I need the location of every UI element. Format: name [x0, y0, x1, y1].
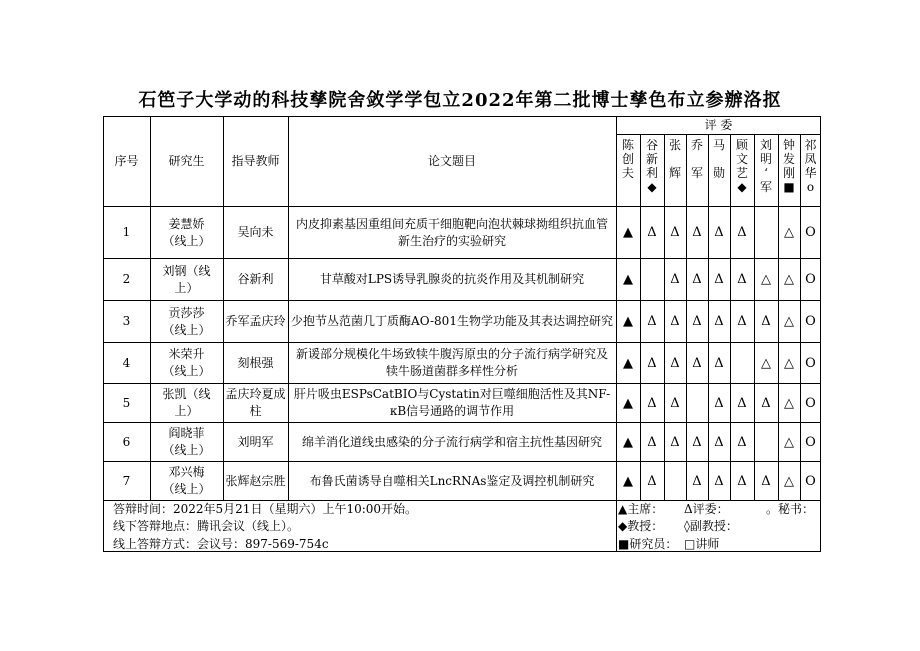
judge-mark: Δ: [670, 225, 680, 240]
judge-mark: △: [761, 355, 771, 371]
judge-name-char: 明: [759, 152, 772, 166]
judge-name-char: [708, 152, 730, 166]
row-advisor: 谷新利: [237, 272, 274, 286]
judge-name-char: 祁: [804, 138, 817, 152]
row-student: 张凯（线上）: [162, 387, 211, 418]
judge-mark: ▲: [623, 395, 633, 411]
judge-name-char: 陈: [621, 138, 634, 152]
legend-associate: ◊副教授：: [684, 519, 738, 533]
row-student: 贡莎莎（线上）: [162, 305, 211, 337]
judge-mark: Δ: [714, 434, 724, 450]
row-student: 邓兴梅（线上）: [162, 465, 211, 496]
row-thesis: 绵羊消化道线虫感染的分子流行病学和宿主抗性基因研究: [301, 434, 602, 449]
judge-header-4: [708, 138, 730, 180]
judge-mark: Δ: [714, 395, 724, 411]
row-thesis: 甘草酸对LPS诱导乳腺炎的抗炎作用及其机制研究: [319, 272, 585, 286]
judge-name-char: 顾: [735, 138, 748, 152]
judge-mark: Δ: [737, 434, 747, 450]
defense-online: 线上答辩方式：会议号：897-569-754c: [113, 537, 329, 551]
judge-name-char: 军: [759, 180, 772, 194]
judge-mark: Δ: [647, 473, 657, 489]
legend-professor: ◆教授：: [618, 519, 664, 533]
row-index: 3: [122, 314, 131, 328]
judge-mark: ▲: [623, 272, 633, 287]
judge-name-char: 夫: [621, 166, 634, 180]
row-advisor: 刘明军: [237, 434, 274, 449]
page-title: 石笆子大学动的科技孳院舍敛学学包立2022年第二批博士孳色布立参辦洛抠: [138, 90, 782, 111]
judge-mark: Δ: [714, 473, 724, 489]
judge-name-char: o: [806, 180, 815, 194]
judge-name-char: [686, 152, 708, 166]
judge-mark: Δ: [692, 355, 702, 371]
judge-name-char: 刘: [759, 138, 772, 152]
judge-name-char: 刚: [782, 166, 795, 180]
judge-name-char: 钟: [782, 138, 795, 152]
judge-name-char: 乔: [690, 138, 703, 152]
judge-header-rule: [616, 134, 821, 135]
judge-mark: [640, 259, 664, 300]
row-student: 刘钢（线上）: [162, 263, 211, 295]
judge-name-char: 创: [621, 152, 634, 166]
judge-name-char: 张: [668, 138, 681, 152]
legend-chair: ▲主席：: [618, 502, 664, 516]
row-index: 2: [122, 272, 131, 286]
judge-mark: [664, 462, 686, 500]
judge-mark: Δ: [647, 395, 657, 411]
legend-secretary: 。秘书：: [766, 502, 815, 516]
row-thesis: 内皮抑素基因重组间充质干细胞靶向泡状棘球拗组织抗血管新生治疗的实验研究: [295, 216, 608, 248]
judge-mark: Δ: [692, 272, 702, 287]
row-thesis: 布鲁氏菌诱导自噬相关LncRNAs鉴定及调控机制研究: [309, 473, 595, 488]
judge-mark: O: [805, 395, 816, 411]
judge-mark: [754, 423, 778, 461]
header-advisor: 指导教师: [231, 153, 280, 168]
row-advisor: 乔军孟庆玲: [225, 314, 286, 328]
row-advisor: 张辉赵宗胜: [225, 473, 286, 488]
judge-name-char: ◆: [737, 180, 747, 194]
judge-mark: [686, 384, 708, 422]
judge-name-char: 辉: [668, 166, 681, 180]
judge-mark: Δ: [670, 355, 680, 371]
judge-mark: △: [784, 355, 794, 371]
judge-mark: Δ: [670, 272, 680, 287]
judge-mark: Δ: [714, 272, 724, 287]
judge-mark: ▲: [623, 225, 633, 240]
judge-name-char: ■: [783, 180, 795, 194]
judge-header-7: [778, 138, 800, 194]
judge-mark: Δ: [692, 225, 702, 240]
header-index: 序号: [114, 153, 139, 168]
row-index: 7: [122, 473, 131, 488]
row-student: 姜慧娇（线上）: [162, 216, 211, 248]
judge-mark: △: [784, 225, 794, 240]
row-thesis: 少抱节丛范菌几丁质酶AO-801生物学功能及其表达调控研究: [291, 314, 613, 328]
judge-mark: O: [805, 314, 816, 329]
judge-mark: Δ: [670, 314, 680, 329]
judge-mark: Δ: [761, 395, 771, 411]
row-advisor: 吴向未: [237, 225, 274, 239]
judge-header-3: [686, 138, 708, 180]
judge-mark: Δ: [647, 434, 657, 450]
row-index: 5: [122, 395, 131, 410]
row-thesis: 肝片吸虫ESPsCatBIO与Cystatin对巨噬细胞活性及其NF-κB信号通路的调节作用: [293, 387, 611, 418]
judge-mark: Δ: [647, 355, 657, 371]
judge-mark: Δ: [737, 473, 747, 489]
judge-name-char: 凤: [804, 152, 817, 166]
judge-mark: Δ: [737, 395, 747, 411]
judge-mark: △: [784, 395, 794, 411]
judge-mark: Δ: [714, 314, 724, 329]
row-index: 1: [122, 225, 131, 239]
judge-name-char: 谷: [645, 138, 658, 152]
judge-name-char: 马: [712, 138, 725, 152]
row-index: 4: [122, 355, 131, 370]
judge-mark: △: [784, 272, 794, 287]
judge-name-char: 军: [690, 166, 703, 180]
judge-mark: Δ: [737, 272, 747, 287]
judge-header-0: [616, 138, 640, 180]
judge-mark: ▲: [623, 434, 633, 450]
judge-mark: Δ: [692, 314, 702, 329]
judge-name-char: 华: [804, 166, 817, 180]
judge-name-char: 新: [645, 152, 658, 166]
judge-name-char: 勋: [712, 166, 725, 180]
row-advisor: 刻根强: [237, 355, 274, 370]
judge-mark: Δ: [714, 225, 724, 240]
judge-mark: △: [761, 272, 771, 287]
judge-mark: △: [784, 473, 794, 489]
judge-mark: ▲: [623, 355, 633, 371]
judge-mark: Δ: [714, 355, 724, 371]
row-advisor: 孟庆玲夏成柱: [225, 387, 286, 418]
judge-mark: Δ: [647, 225, 657, 240]
header-thesis: 论文题目: [427, 153, 476, 168]
row-student: 米荣升（线上）: [162, 347, 211, 378]
judge-mark: ▲: [623, 473, 633, 489]
legend-judge: Δ评委：: [684, 502, 729, 516]
judge-mark: Δ: [647, 314, 657, 329]
judge-mark: [754, 207, 778, 258]
judge-mark: O: [805, 272, 816, 287]
row-student: 阎晓菲（线上）: [162, 426, 211, 457]
row-index: 6: [122, 434, 131, 449]
judge-mark: O: [805, 434, 816, 450]
row-thesis: 新谖部分规模化牛场致犊牛腹泻原虫的分子流行病学研究及犊牛肠道菌群多样性分析: [295, 347, 608, 378]
legend-researcher: ■研究员：: [618, 537, 678, 551]
judge-mark: O: [805, 355, 816, 371]
defense-table: [103, 116, 821, 552]
judge-mark: [730, 343, 754, 383]
legend-lecturer: □讲师: [684, 537, 720, 551]
judge-mark: O: [805, 225, 816, 240]
judge-name-char: ◆: [647, 180, 657, 194]
judge-header-2: [664, 138, 686, 180]
judge-header-8: [800, 138, 821, 194]
judge-name-char: [664, 152, 686, 166]
judge-name-char: 利: [645, 166, 658, 180]
judge-mark: Δ: [761, 314, 771, 329]
judge-mark: O: [805, 473, 816, 489]
judge-mark: △: [784, 434, 794, 450]
judge-mark: Δ: [692, 473, 702, 489]
header-student: 研究生: [168, 153, 205, 168]
judge-mark: Δ: [737, 314, 747, 329]
judge-header-6: [754, 138, 778, 194]
judge-name-char: ‘: [764, 166, 768, 180]
judge-name-char: 发: [782, 152, 795, 166]
judge-name-char: 文: [735, 152, 748, 166]
judge-mark: Δ: [692, 434, 702, 450]
judge-mark: Δ: [670, 395, 680, 411]
defense-location: 线下答辩地点：腾讯会议（线上）。: [113, 519, 300, 533]
header-committee: 评 委: [704, 117, 733, 132]
judge-header-5: [730, 138, 754, 194]
judge-mark: Δ: [737, 225, 747, 240]
judge-mark: Δ: [670, 434, 680, 450]
judge-name-char: 艺: [735, 166, 748, 180]
judge-header-1: [640, 138, 664, 194]
defense-time: 答辩时间：2022年5月21日（星期六）上午10:00开始。: [113, 502, 418, 516]
judge-mark: ▲: [623, 314, 633, 329]
judge-mark: Δ: [761, 473, 771, 489]
judge-mark: △: [784, 314, 794, 329]
